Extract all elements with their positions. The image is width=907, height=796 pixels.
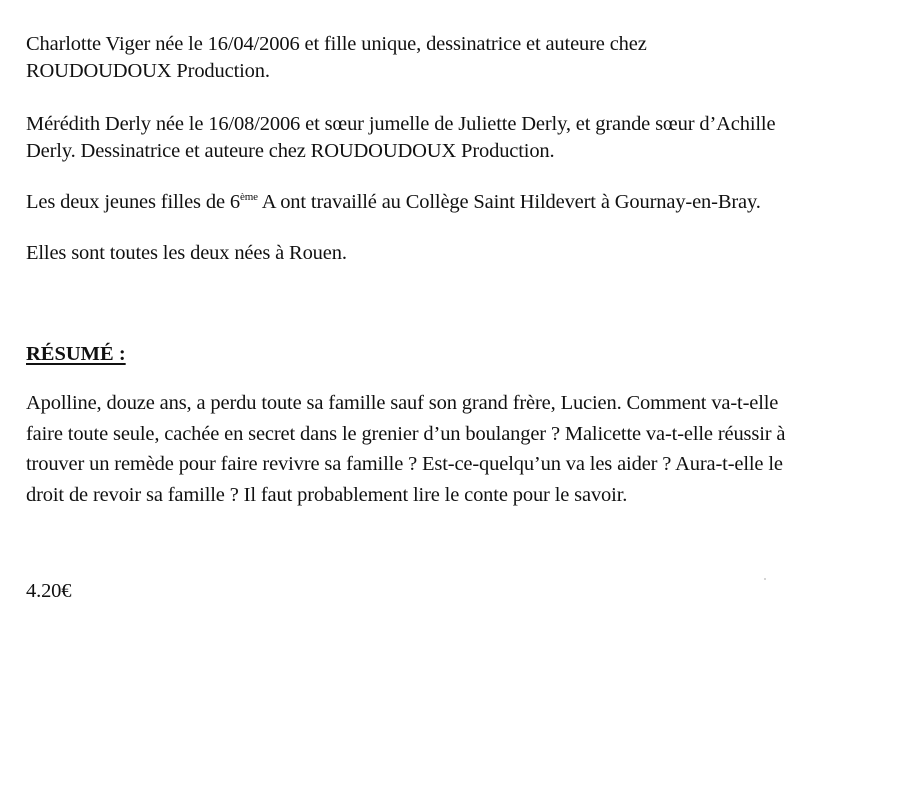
summary-paragraph	[26, 388, 888, 510]
summary-line-4: droit de revoir sa famille ? Il faut probablement lire le conte pour le savoir.	[26, 483, 628, 506]
meredith-bio	[26, 111, 888, 165]
summary-line-3: trouver un remède pour faire revivre sa famille ? Est-ce-quelqu’un va les aider ? Aura-t-elle le	[26, 453, 783, 475]
charlotte-bio	[26, 31, 888, 85]
college-sentence	[26, 189, 888, 216]
charlotte-bio-line-2: ROUDOUDOUX Production.	[26, 60, 270, 82]
grade-superscript: ème	[239, 191, 258, 203]
summary-heading: RÉSUMÉ :	[26, 343, 126, 365]
summary-line-1: Apolline, douze ans, a perdu toute sa famille sauf son grand frère, Lucien. Comment va-t-elle	[26, 392, 779, 414]
charlotte-bio-line-1: Charlotte Viger née le 16/04/2006 et fille unique, dessinatrice et auteure chez	[26, 33, 647, 55]
college-sentence-end: A ont travaillé au Collège Saint Hildevert à Gournay-en-Bray.	[257, 191, 761, 213]
birthplace-sentence: Elles sont toutes les deux nées à Rouen.	[26, 242, 347, 264]
meredith-bio-line-2: Derly. Dessinatrice et auteure chez ROUDOUDOUX Production.	[26, 140, 555, 162]
meredith-bio-line-1: Mérédith Derly née le 16/08/2006 et sœur jumelle de Juliette Derly, et grande sœur d’Achille	[26, 113, 776, 135]
scan-speck	[764, 578, 766, 580]
summary-line-2: faire toute seule, cachée en secret dans le grenier d’un boulanger ? Malicette va-t-elle réussir à	[26, 422, 786, 445]
price-label: 4.20€	[26, 580, 72, 602]
college-sentence-start: Les deux jeunes filles de 6	[26, 191, 240, 213]
